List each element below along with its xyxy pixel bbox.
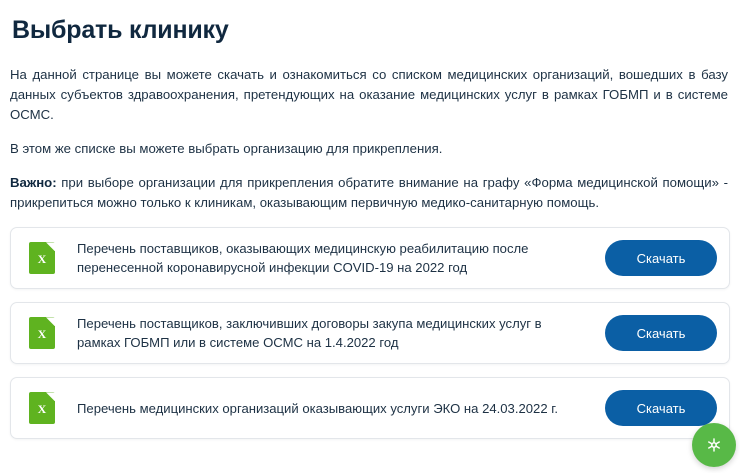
document-card[interactable] — [10, 302, 730, 364]
excel-file-icon — [29, 317, 55, 349]
excel-file-icon-glyph: X — [37, 327, 47, 342]
document-list — [10, 227, 730, 439]
document-card[interactable] — [10, 377, 730, 439]
chat-widget-icon[interactable] — [692, 423, 736, 467]
important-note-label: Важно: — [10, 175, 57, 191]
excel-file-icon — [29, 392, 55, 424]
intro-paragraph-2: В этом же списке вы можете выбрать организацию для прикрепления. — [10, 141, 443, 157]
important-note-text: при выборе организации для прикрепления обратите внимание на графу «Форма медицинской помощи» - прикрепиться можно только к клиникам, оказывающим первичную медико-санитарную помощь. — [10, 175, 728, 211]
excel-file-icon — [29, 242, 55, 274]
intro-text-block — [10, 65, 730, 213]
excel-file-icon-glyph: X — [37, 252, 47, 267]
document-title: Перечень поставщиков, оказывающих медицинскую реабилитацию после перенесенной коронавирусной инфекции COVID-19 на 2022 год — [77, 240, 529, 276]
important-note — [10, 173, 728, 213]
page-title: Выбрать клинику — [12, 16, 229, 44]
download-button[interactable]: Скачать — [605, 240, 717, 276]
page-root — [0, 16, 740, 473]
excel-file-icon-glyph: X — [37, 402, 47, 417]
download-button[interactable]: Скачать — [605, 390, 717, 426]
document-card[interactable] — [10, 227, 730, 289]
download-button[interactable]: Скачать — [605, 315, 717, 351]
intro-paragraph-1: На данной странице вы можете скачать и ознакомиться со списком медицинских организаций, вошедших в базу данных субъектов здравоохранения, претендующих на оказание медицинских услуг в рамках ГОБМП и в системе ОСМС. — [10, 67, 728, 123]
document-title: Перечень поставщиков, заключивших договоры закупа медицинских услуг в рамках ГОБМП или в системе ОСМС на 1.4.2022 год — [77, 315, 542, 351]
document-title: Перечень медицинских организаций оказывающих услуги ЭКО на 24.03.2022 г. — [77, 400, 559, 416]
